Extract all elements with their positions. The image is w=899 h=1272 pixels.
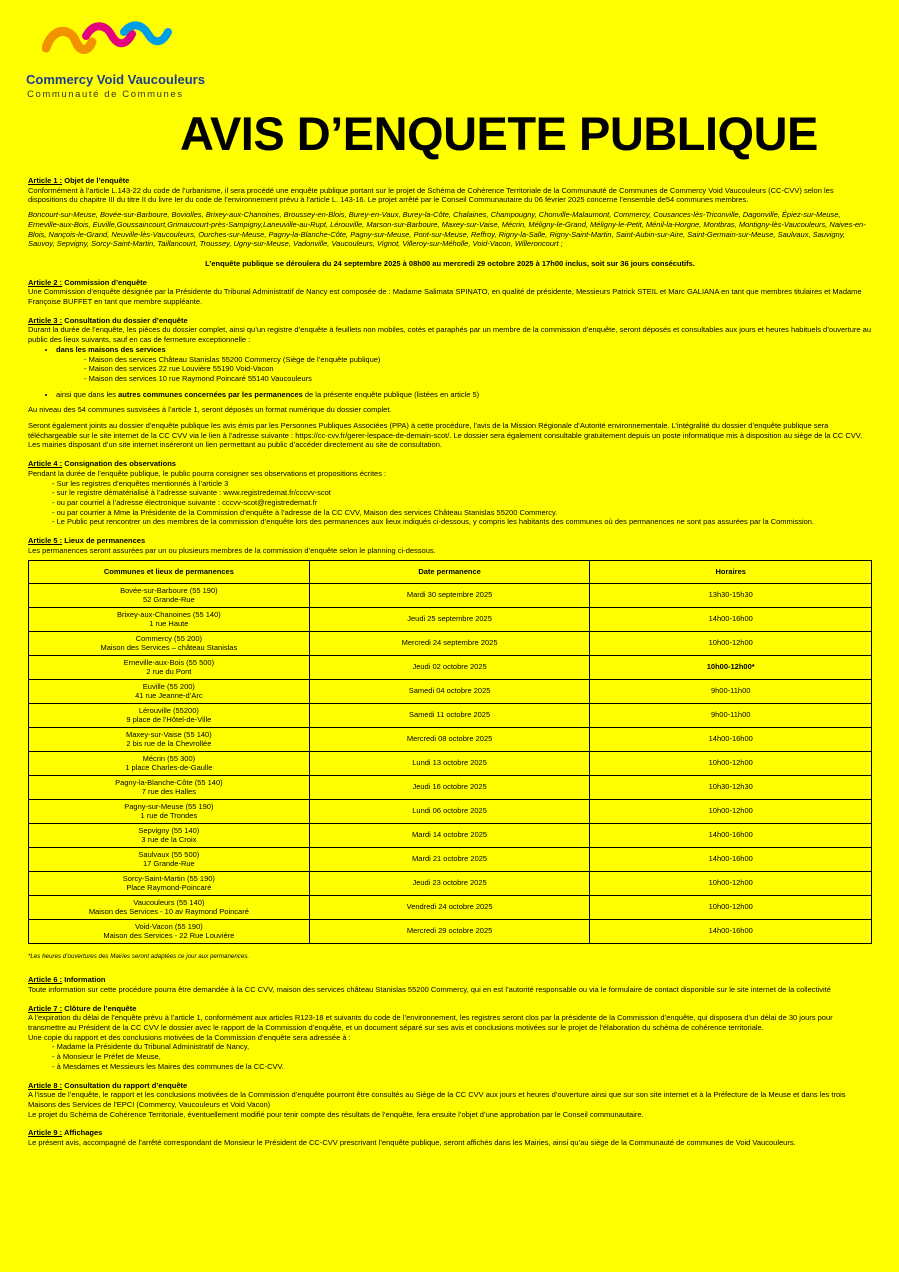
article-8-text: A l’issue de l’enquête, le rapport et les conclusions motivées de la Commission d’enquête pourront être consultés au Siège de la CC CVV aux jours et heures d’ouverture ainsi que sur son site internet et à la Préfecture de la Meuse et dans les trois Maisons des Services de l’EPCI (Commercy, Vaucouleurs et Void Vacon) (28, 1090, 846, 1109)
article-9 (28, 1128, 872, 1147)
observation-item-1: - Sur les registres d’enquêtes mentionnés à l’article 3 (52, 478, 229, 488)
article-5-text: Les permanences seront assurées par un ou plusieurs membres de la commission d’enquête selon le planning ci-dessous. (28, 545, 436, 555)
commune-name: Saulvaux (55 500) (138, 849, 200, 859)
cell-commune (29, 871, 310, 895)
article-3-para2: Au niveau des 54 communes susvisées à l’article 1, seront déposés un format numérique du dossier complet. (28, 405, 392, 415)
cell-commune (29, 895, 310, 919)
enquete-dates: L’enquête publique se déroulera du 24 septembre 2025 à 08h00 au mercredi 29 octobre 2025 à 17h00 inclus, soit sur 36 jours consécutifs. (205, 258, 695, 268)
communes-bullet-list (28, 390, 872, 400)
maison-1: - Maison des services Château Stanislas 55200 Commercy (Siège de l’enquête publique) (84, 354, 381, 364)
table-header-row (29, 560, 872, 583)
commune-lieu: 41 rue Jeanne-d’Arc (135, 691, 203, 700)
list-item: • ainsi que dans les autres communes concernées par les permanences de la présente enquête publique (listées en article 5) (56, 390, 872, 400)
cell-date: Lundi 06 octobre 2025 (309, 799, 590, 823)
commune-lieu: 52 Grande-Rue (143, 595, 195, 604)
cell-horaires: 10h00-12h00 (590, 895, 872, 919)
col-horaires: Horaires (590, 560, 872, 583)
table-row (29, 823, 872, 847)
cell-commune (29, 847, 310, 871)
notice-body (28, 176, 872, 1157)
logo (22, 18, 205, 102)
commune-lieu: 1 rue de Trondes (140, 811, 198, 820)
commune-name: Maxey-sur-Vaise (55 140) (125, 729, 212, 739)
commune-lieu: 3 rue de la Croix (141, 835, 197, 844)
cell-commune (29, 679, 310, 703)
org-subtitle: Communauté de Communes (27, 89, 184, 100)
cell-horaires: 10h30-12h30 (590, 775, 872, 799)
permanences-rows (29, 583, 872, 943)
cell-date: Vendredi 24 octobre 2025 (309, 895, 590, 919)
article-3-text: Durant la durée de l’enquête, les pièces du dossier complet, ainsi qu’un registre d’enquête à feuillets non mobiles, cotés et paraphés par un membre de la commission d’enquête, seront déposés et consultables aux jours et heures habituels d’ouverture au public des lieux suivants, sauf en cas de fermeture exceptionnelle : (28, 325, 872, 345)
cell-commune (29, 607, 310, 631)
commune-name: Commercy (55 200) (135, 633, 202, 643)
table-row (29, 751, 872, 775)
commune-name: Bovée-sur-Barboure (55 190) (120, 585, 218, 595)
table-row (29, 703, 872, 727)
page-title: AVIS D’ENQUETE PUBLIQUE (180, 107, 818, 160)
maisons-list (28, 345, 872, 355)
logo-waves-icon (42, 18, 172, 64)
article-4-heading: Article 4 : Consignation des observations (28, 459, 176, 469)
table-row (29, 799, 872, 823)
col-communes: Communes et lieux de permanences (29, 560, 310, 583)
cell-commune (29, 775, 310, 799)
cell-date: Jeudi 16 octobre 2025 (309, 775, 590, 799)
cell-commune (29, 799, 310, 823)
article-7-heading: Article 7 : Clôture de l’enquête (28, 1003, 137, 1013)
article-7-text: A l’expiration du délai de l’enquête prévu à l’article 1, conformément aux articles R123-18 et suivants du code de l’environnement, les registres seront clos par la présidente de la Commission d’enquête, qui disposera d’un délai de 30 jours pour transmettre au Président de la CC CVV le dossier avec le rapport de la Commission d’enquête, et un document séparé sur ses avis et conclusions motivées sur le projet de l’élaboration du schéma de cohérence territoriale. (28, 1013, 833, 1033)
recipient-1: - Madame la Présidente du Tribunal Administratif de Nancy, (52, 1042, 250, 1052)
table-row (29, 919, 872, 943)
cell-horaires: 9h00-11h00 (590, 703, 872, 727)
observation-item-3: - ou par courriel à l’adresse électronique suivante : cccvv-scot@registredemat.fr (52, 497, 318, 507)
cell-date: Mardi 30 septembre 2025 (309, 583, 590, 607)
commune-lieu: 7 rue des Halles (141, 787, 196, 796)
commune-lieu: Place Raymond-Poincaré (126, 883, 212, 892)
org-name: Commercy Void Vaucouleurs (26, 72, 205, 87)
cell-horaires: 10h00-12h00 (590, 751, 872, 775)
article-1 (28, 176, 872, 269)
table-row (29, 679, 872, 703)
table-row (29, 727, 872, 751)
article-6-text: Toute information sur cette procédure pourra être demandée à la CC CVV, maison des services château Stanislas 55200 Commercy, qui en est l’autorité responsable ou via le formulaire de contact disponible sur le site internet de la collectivité (28, 984, 831, 994)
cell-horaires: 10h00-12h00 (590, 799, 872, 823)
maison-2: - Maison des services 22 rue Louvière 55190 Void-Vacon (84, 364, 274, 374)
cell-commune (29, 655, 310, 679)
commune-lieu: 9 place de l’Hôtel-de-Ville (126, 715, 212, 724)
article-1-text: Conformément à l’article L.143-22 du code de l’urbanisme, il sera procédé une enquête publique portant sur le projet de Schéma de Cohérence Territoriale de la Communauté de Communes de Commercy Void Vaucouleurs (CC-CVV) selon les dispositions du chapitre III du titre II du livre Ier du code de l’environnement prévu à l’article L. 143-16. Le projet arrêté par le Conseil Communautaire du 06 février 2025 concerne l’ensemble de54 communes membres. (28, 185, 834, 205)
article-3-para3: Seront également joints au dossier d’enquête publique les avis émis par les Personnes Publiques Associées (PPA) à cette procédure, l’avis de la Mission Régionale d’Autorité environnementale. L’intégralité du dossier d’enquête publique sera téléchargeable sur le site internet de la CC CVV via le lien à l’adresse suivante : https://cc-cvv.fr/gerer-lespace-de-demain-scot/. Le dossier sera également consultable gratuitement depuis un poste informatique mis à disposition au siège de la CC CVV. Les mairies disposant d’un site internet inséreront un lien permettant au public d’accéder directement au site de consultation. (28, 421, 863, 450)
commune-lieu: Maison des Services – château Stanislas (100, 643, 238, 652)
cell-horaires: 14h00-16h00 (590, 919, 872, 943)
article-9-heading: Article 9 : Affichages (28, 1128, 103, 1138)
article-3-heading: Article 3 : Consultation du dossier d’enquête (28, 315, 188, 325)
table-row (29, 871, 872, 895)
col-date: Date permanence (309, 560, 590, 583)
cell-date: Jeudi 25 septembre 2025 (309, 607, 590, 631)
commune-name: Brixey-aux-Chanoines (55 140) (116, 609, 221, 619)
cell-date: Mardi 14 octobre 2025 (309, 823, 590, 847)
commune-lieu: 2 bis rue de la Chevrollée (126, 739, 212, 748)
article-8-text2: Le projet du Schéma de Cohérence Territoriale, éventuellement modifié pour tenir compte des résultats de l’enquête, fera ensuite l’objet d’une approbation par le Conseil communautaire. (28, 1109, 644, 1119)
commune-name: Sorcy-Saint-Martin (55 190) (122, 873, 215, 883)
commune-name: Erneville-aux-Bois (55 500) (123, 657, 215, 667)
article-3 (28, 316, 872, 450)
article-7-text2: Une copie du rapport et des conclusions motivées de la Commission d’enquête sera adressée à : (28, 1032, 351, 1042)
commune-name: Vaucouleurs (55 140) (133, 897, 205, 907)
commune-name: Euville (55 200) (142, 681, 195, 691)
commune-lieu: 1 rue Haute (149, 619, 189, 628)
list-item: • dans les maisons des services (56, 345, 872, 355)
article-2-text: Une Commission d’enquête désignée par la Présidente du Tribunal Administratif de Nancy est composée de : Madame Salimata SPINATO, en qualité de présidente, Messieurs Patrick STEIL et Marc GALIANA en tant que membres titulaires et Madame Françoise BUFFET en tant que membre suppléante. (28, 287, 862, 307)
observation-item-4: - ou par courrier à Mme la Présidente de la Commission d’enquête à l’adresse de la CC CVV, Maison des services Château Stanislas 55200 Commercy. (52, 507, 558, 517)
cell-horaires: 14h00-16h00 (590, 847, 872, 871)
cell-horaires: 10h00-12h00 (590, 631, 872, 655)
commune-name: Pagny-sur-Meuse (55 190) (124, 801, 214, 811)
cell-commune (29, 583, 310, 607)
cell-date: Mercredi 08 octobre 2025 (309, 727, 590, 751)
commune-name: Lérouville (55200) (138, 705, 199, 715)
cell-commune (29, 751, 310, 775)
article-2-heading: Article 2 : Commission d’enquête (28, 277, 147, 287)
commune-name: Sepvigny (55 140) (138, 825, 200, 835)
cell-commune (29, 727, 310, 751)
cell-date: Samedi 11 octobre 2025 (309, 703, 590, 727)
table-row (29, 775, 872, 799)
cell-commune (29, 823, 310, 847)
cell-horaires: 9h00-11h00 (590, 679, 872, 703)
table-row (29, 583, 872, 607)
cell-horaires: 10h00-12h00 (590, 871, 872, 895)
cell-commune (29, 919, 310, 943)
article-8 (28, 1081, 872, 1120)
cell-horaires: 14h00-16h00 (590, 727, 872, 751)
cell-horaires: 14h00-16h00 (590, 823, 872, 847)
article-9-text: Le présent avis, accompagné de l’arrêté correspondant de Monsieur le Président de CC-CVV prescrivant l’enquête publique, seront affichés dans les Mairies, ainsi qu’au siège de la Communauté de communes de Void Vaucouleurs. (28, 1138, 796, 1148)
maison-3: - Maison des services 10 rue Raymond Poincaré 55140 Vaucouleurs (84, 373, 312, 383)
recipient-2: - à Monsieur le Préfet de Meuse, (52, 1052, 161, 1062)
cell-date: Mercredi 29 octobre 2025 (309, 919, 590, 943)
cell-date: Jeudi 02 octobre 2025 (309, 655, 590, 679)
article-4-text: Pendant la durée de l’enquête publique, le public pourra consigner ses observations et propositions écrites : (28, 468, 387, 478)
cell-date: Samedi 04 octobre 2025 (309, 679, 590, 703)
cell-horaires: 14h00-16h00 (590, 607, 872, 631)
article-5-heading: Article 5 : Lieux de permanences (28, 536, 146, 546)
commune-name: Pagny-la-Blanche-Côte (55 140) (115, 777, 223, 787)
commune-lieu: 17 Grande-Rue (143, 859, 195, 868)
cell-commune (29, 631, 310, 655)
cell-date: Lundi 13 octobre 2025 (309, 751, 590, 775)
cell-date: Mardi 21 octobre 2025 (309, 847, 590, 871)
table-row (29, 847, 872, 871)
observation-item-5: - Le Public peut rencontrer un des membres de la commission d’enquête lors des permanences aux lieux indiqués ci-dessous, y compris les habitants des communes où des permanences ne sont pas assurées par la Commission. (52, 517, 815, 527)
commune-name: Void-Vacon (55 190) (134, 921, 203, 931)
article-6-heading: Article 6 : Information (28, 975, 106, 985)
table-row (29, 655, 872, 679)
cell-horaires: 13h30-15h30 (590, 583, 872, 607)
footnote: *Les heures d’ouvertures des Mairies seront adaptées ce jour aux permanences. (28, 952, 250, 960)
article-8-heading: Article 8 : Consultation du rapport d’enquête (28, 1080, 188, 1090)
commune-name: Mécrin (55 300) (142, 753, 196, 763)
cell-date: Jeudi 23 octobre 2025 (309, 871, 590, 895)
article-7 (28, 1004, 872, 1072)
commune-lieu: Maison des Services - 22 Rue Louvière (103, 931, 235, 940)
table-row (29, 631, 872, 655)
cell-date: Mercredi 24 septembre 2025 (309, 631, 590, 655)
commune-lieu: Maison des Services - 10 av Raymond Poincaré (88, 907, 249, 916)
table-row (29, 895, 872, 919)
article-4 (28, 459, 872, 527)
article-6 (28, 975, 872, 994)
cell-commune (29, 703, 310, 727)
table-row (29, 607, 872, 631)
cell-horaires: 10h00-12h00* (590, 655, 872, 679)
article-5 (28, 536, 872, 961)
commune-lieu: 2 rue du Pont (146, 667, 192, 676)
article-1-heading: Article 1 : Objet de l’enquête (28, 176, 130, 185)
observation-item-2: - sur le registre dématérialisé à l’adresse suivante : www.registredemat.fr/cccvv-scot (52, 488, 331, 498)
permanences-table (28, 560, 872, 944)
communes-list: Boncourt-sur-Meuse, Bovée-sur-Barboure, Boviolles, Brixey-aux-Chanoines, Broussey-en-Blois, Burey-en-Vaux, Burey-la-Côte, Chalaines, Champougny, Chonville-Malaumont, Commercy, Cousances-lès-Triconville, Dagonville, Épiez-sur-Meuse, Erneville-aux-Bois, Euville,Goussaincourt,Grimaucourt-près-Sampigny,Laneuville-au-Rupt, Lérouville, Marson-sur-Barboure, Maxey-sur-Vaise, Mécrin, Méligny-le-Grand, Méligny-le-Petit, Ménil-la-Horgne, Montbras, Montigny-lès-Vaucouleurs, Naives-en-Blois, Nançois-le-Grand, Neuville-lès-Vaucouleurs, Ourches-sur-Meuse, Pagny-la-Blanche-Côte, Pagny-sur-Meuse, Pont-sur-Meuse, Reffroy, Rigny-la-Salle, Rigny-Saint-Martin, Saint-Aubin-sur-Aire, Saint-Germain-sur-Meuse, Saulvaux, Sauvigny, Sauvoy, Sepvigny, Sorcy-Saint-Martin, Taillancourt, Troussey, Ugny-sur-Meuse, Vadonville, Vaucouleurs, Vignot, Villeroy-sur-Méholle, Void-Vacon, Willeroncourt ; (28, 210, 866, 249)
article-2 (28, 278, 872, 307)
recipient-3: - à Mesdames et Messieurs les Maires des communes de la CC-CVV. (52, 1061, 284, 1071)
commune-lieu: 1 place Charles-de-Gaulle (125, 763, 213, 772)
